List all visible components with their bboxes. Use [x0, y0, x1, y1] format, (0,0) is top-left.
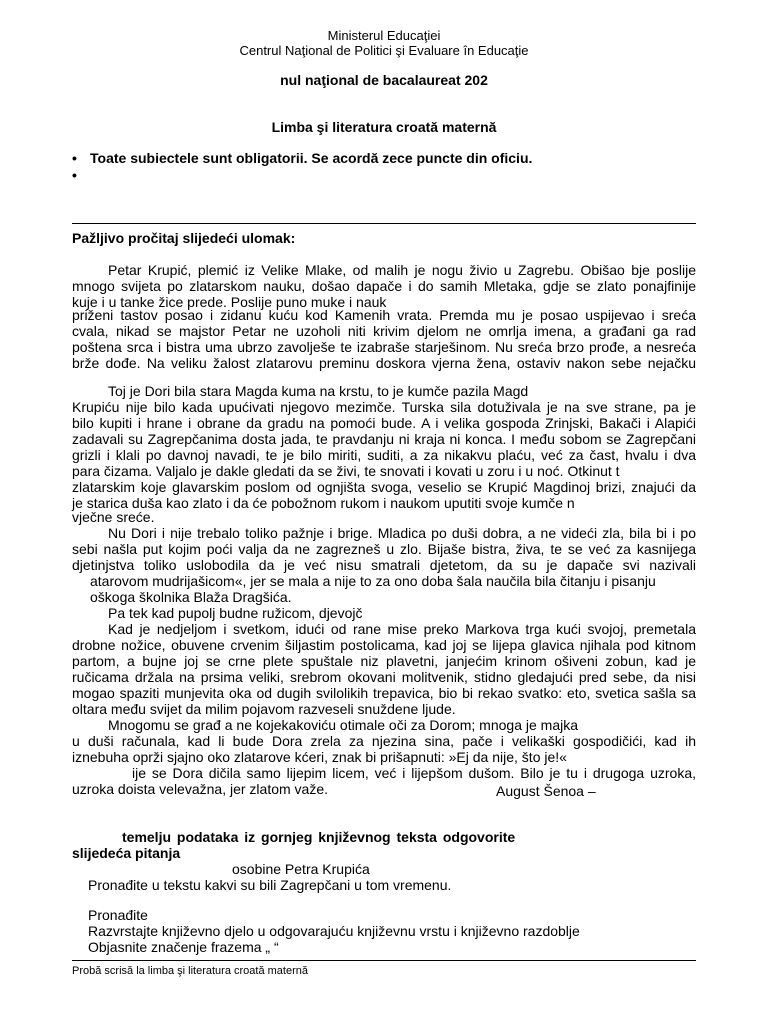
questions-intro-line: slijedeća pitanja: [72, 845, 181, 861]
passage-line: sebi našla put kojim poći valja da ne zagrezneš u zlo. Bijaše bistra, živa, te se već za kasnijega: [72, 541, 696, 557]
footer-text: Probă scrisă la limba şi literatura croată maternă: [72, 965, 308, 977]
passage-line: oltara među svijet da milim pojavom razveseli snuždene ljude.: [72, 701, 456, 717]
passage-line: Pa tek kad pupolj budne ružicom, djevojč: [108, 605, 363, 621]
passage-line: bilo kupiti i hrane i obrane da gradu na pomoći bude. A i velika gospoda Zrinjski, Bakači i Alapići: [72, 415, 696, 431]
instruction-item: [72, 167, 90, 183]
passage-line: Krupiću nije bilo kada upućivati njegovo mezimče. Turska sila dotuživala je na sve strane, pa je: [72, 399, 696, 415]
question-item: osobine Petra Krupića: [232, 861, 370, 877]
passage-line: zlatarskim koje glavarskim poslom od ognjišta svoga, veselio se Krupić Magdinoj brizi, znajući da: [72, 479, 696, 495]
passage-line: Toj je Dori bila stara Magda kuma na krstu, to je kumče pazila Magd: [108, 383, 529, 399]
passage-line: Mnogomu se građ a ne kojekakoviću otimale oči za Dorom; mnoga je majka: [108, 717, 579, 733]
passage-line: oškoga školnika Blaža Dragšića.: [90, 589, 292, 605]
passage-line: para čizama. Valjalo je dakle gledati da se živi, te snovati i kovati u zoru i u noć. Otkinut t: [72, 463, 620, 479]
questions-intro-line: temelju podataka iz gornjeg književnog teksta odgovorite: [122, 829, 516, 845]
question-item: Razvrstajte književno djelo u odgovarajuću književnu vrstu i književno razdoblje: [88, 923, 580, 939]
passage-line: Kad je nedjeljom i svetkom, idući od rane mise preko Markova trga kući svojoj, premetala: [108, 621, 696, 637]
question-item: Objasnite značenje frazema „ “: [88, 939, 279, 955]
question-item: Pronađite u tekstu kakvi su bili Zagrepčani u tom vremenu.: [88, 877, 452, 893]
passage-line: ije se Dora dičila samo lijepim licem, već i lijepšom dušom. Bilo je tu i drugoga uzroka,: [132, 765, 696, 781]
passage-line: partom, a bujne joj se crne pletе spuštale niz plavetni, janjećim krinom ošiveni zobun, kad je: [72, 653, 696, 669]
passage-line: drobne nožice, obuvene crvenim šiljastim postolicama, kad joj se lijepa glavica njihala pod kitnom: [72, 637, 696, 653]
passage-line: priženi tastov posao i zidanu kuću kod Kamenih vrata. Premda mu je posao uspijevao i sreća: [72, 307, 696, 323]
passage-line: u duši računala, kad li bude Dora zrela za njezina sina, pače i velikaški gospodičići, kad ih: [72, 733, 696, 749]
passage-line: brže dođe. Na veliku žalost zlatarovu preminu doskora vjerna žena, ostaviv nakon sebe nejačku: [72, 355, 696, 371]
question-item: Pronađite: [88, 907, 148, 923]
subject-title: Limba şi literatura croată maternă: [271, 119, 497, 135]
passage-line: poštena srca i bistra uma ubrzo zavolješe te izabraše starješinom. Nu sreća brzo prođe, a nesreća: [72, 339, 696, 355]
passage-line: mnogo svijeta po zlatarskom nauku, došao dapače i do samih Mletaka, gdje se zlato ponajfinije: [72, 278, 696, 294]
passage-line: Petar Krupić, plemić iz Velike Mlake, od malih je nogu živio u Zagrebu. Obišao bje poslije: [108, 262, 696, 278]
divider: [72, 223, 696, 224]
instruction-item: • Toate subiectele sunt obligatorii. Se acordă zece puncte din oficiu.: [72, 150, 533, 166]
footer-divider: [72, 960, 696, 961]
passage-line: Nu Dori i nije trebalo toliko pažnje i brige. Mladica po duši dobra, a ne videći zla, bila bi i po: [108, 525, 696, 541]
passage-line: grizli i klali po davnoj navadi, te je bilo miriti, suditi, a za nikakvu plaću, već za čast, hvalu i dva: [72, 447, 696, 463]
passage-line: cvala, nikad se majstor Petar ne uzoholi niti krivim djelom ne omrlja imena, a građani ga rad: [72, 323, 696, 339]
passage-line: ručicama držala na prsima veliki, srebrom okovani molitvenik, stidno gledajući pred sebe, da nisi: [72, 669, 696, 685]
passage-line: zadavali su Zagrepčanima dosta jada, te pravdanju ni kraja ni konca. I među sobom se Zagrepčani: [72, 431, 696, 447]
header-ministry: Ministerul Educaţiei: [327, 28, 441, 43]
passage-line: kuje i u tanke žice prede. Poslije puno muke i nauk: [72, 294, 387, 310]
passage-line: djetinjstva toliko uslobodila da je već nisu smatrali djetetom, da su je dapače svi nazivali: [72, 557, 696, 573]
exam-title: nul naţional de bacalaureat 202: [280, 72, 488, 88]
bullet-icon: •: [72, 167, 77, 183]
passage-line: je starica duša kao zlato i da će pobožnom rukom i naukom uputiti svoje kumče n: [72, 495, 575, 511]
passage-line: iznebuha oprži sjajno oko zlatarove kćeri, znak bi prišapnuti: »Ej da nije, što je!«: [72, 749, 567, 765]
passage-heading: Pažljivo pročitaj slijedeći ulomak:: [72, 230, 296, 246]
bullet-icon: •: [72, 150, 77, 166]
passage-line: atarovom mudrijašicom«, jer se mala a nije to za ono doba šala naučila bila čitanju i pisanju: [90, 573, 656, 589]
passage-line: uzroka doista velevažna, jer zlatom važe.: [72, 781, 329, 797]
passage-line: vječne sreće.: [72, 509, 155, 525]
author-signature: August Šenoa –: [496, 783, 596, 799]
passage-line: mogao spaziti munjevita oka od dugih svilolikih trepavica, bio bi rekao svatko: eto, svetica sašla sa: [72, 685, 696, 701]
header-center: Centrul Naţional de Politici şi Evaluare în Educaţie: [239, 43, 529, 58]
